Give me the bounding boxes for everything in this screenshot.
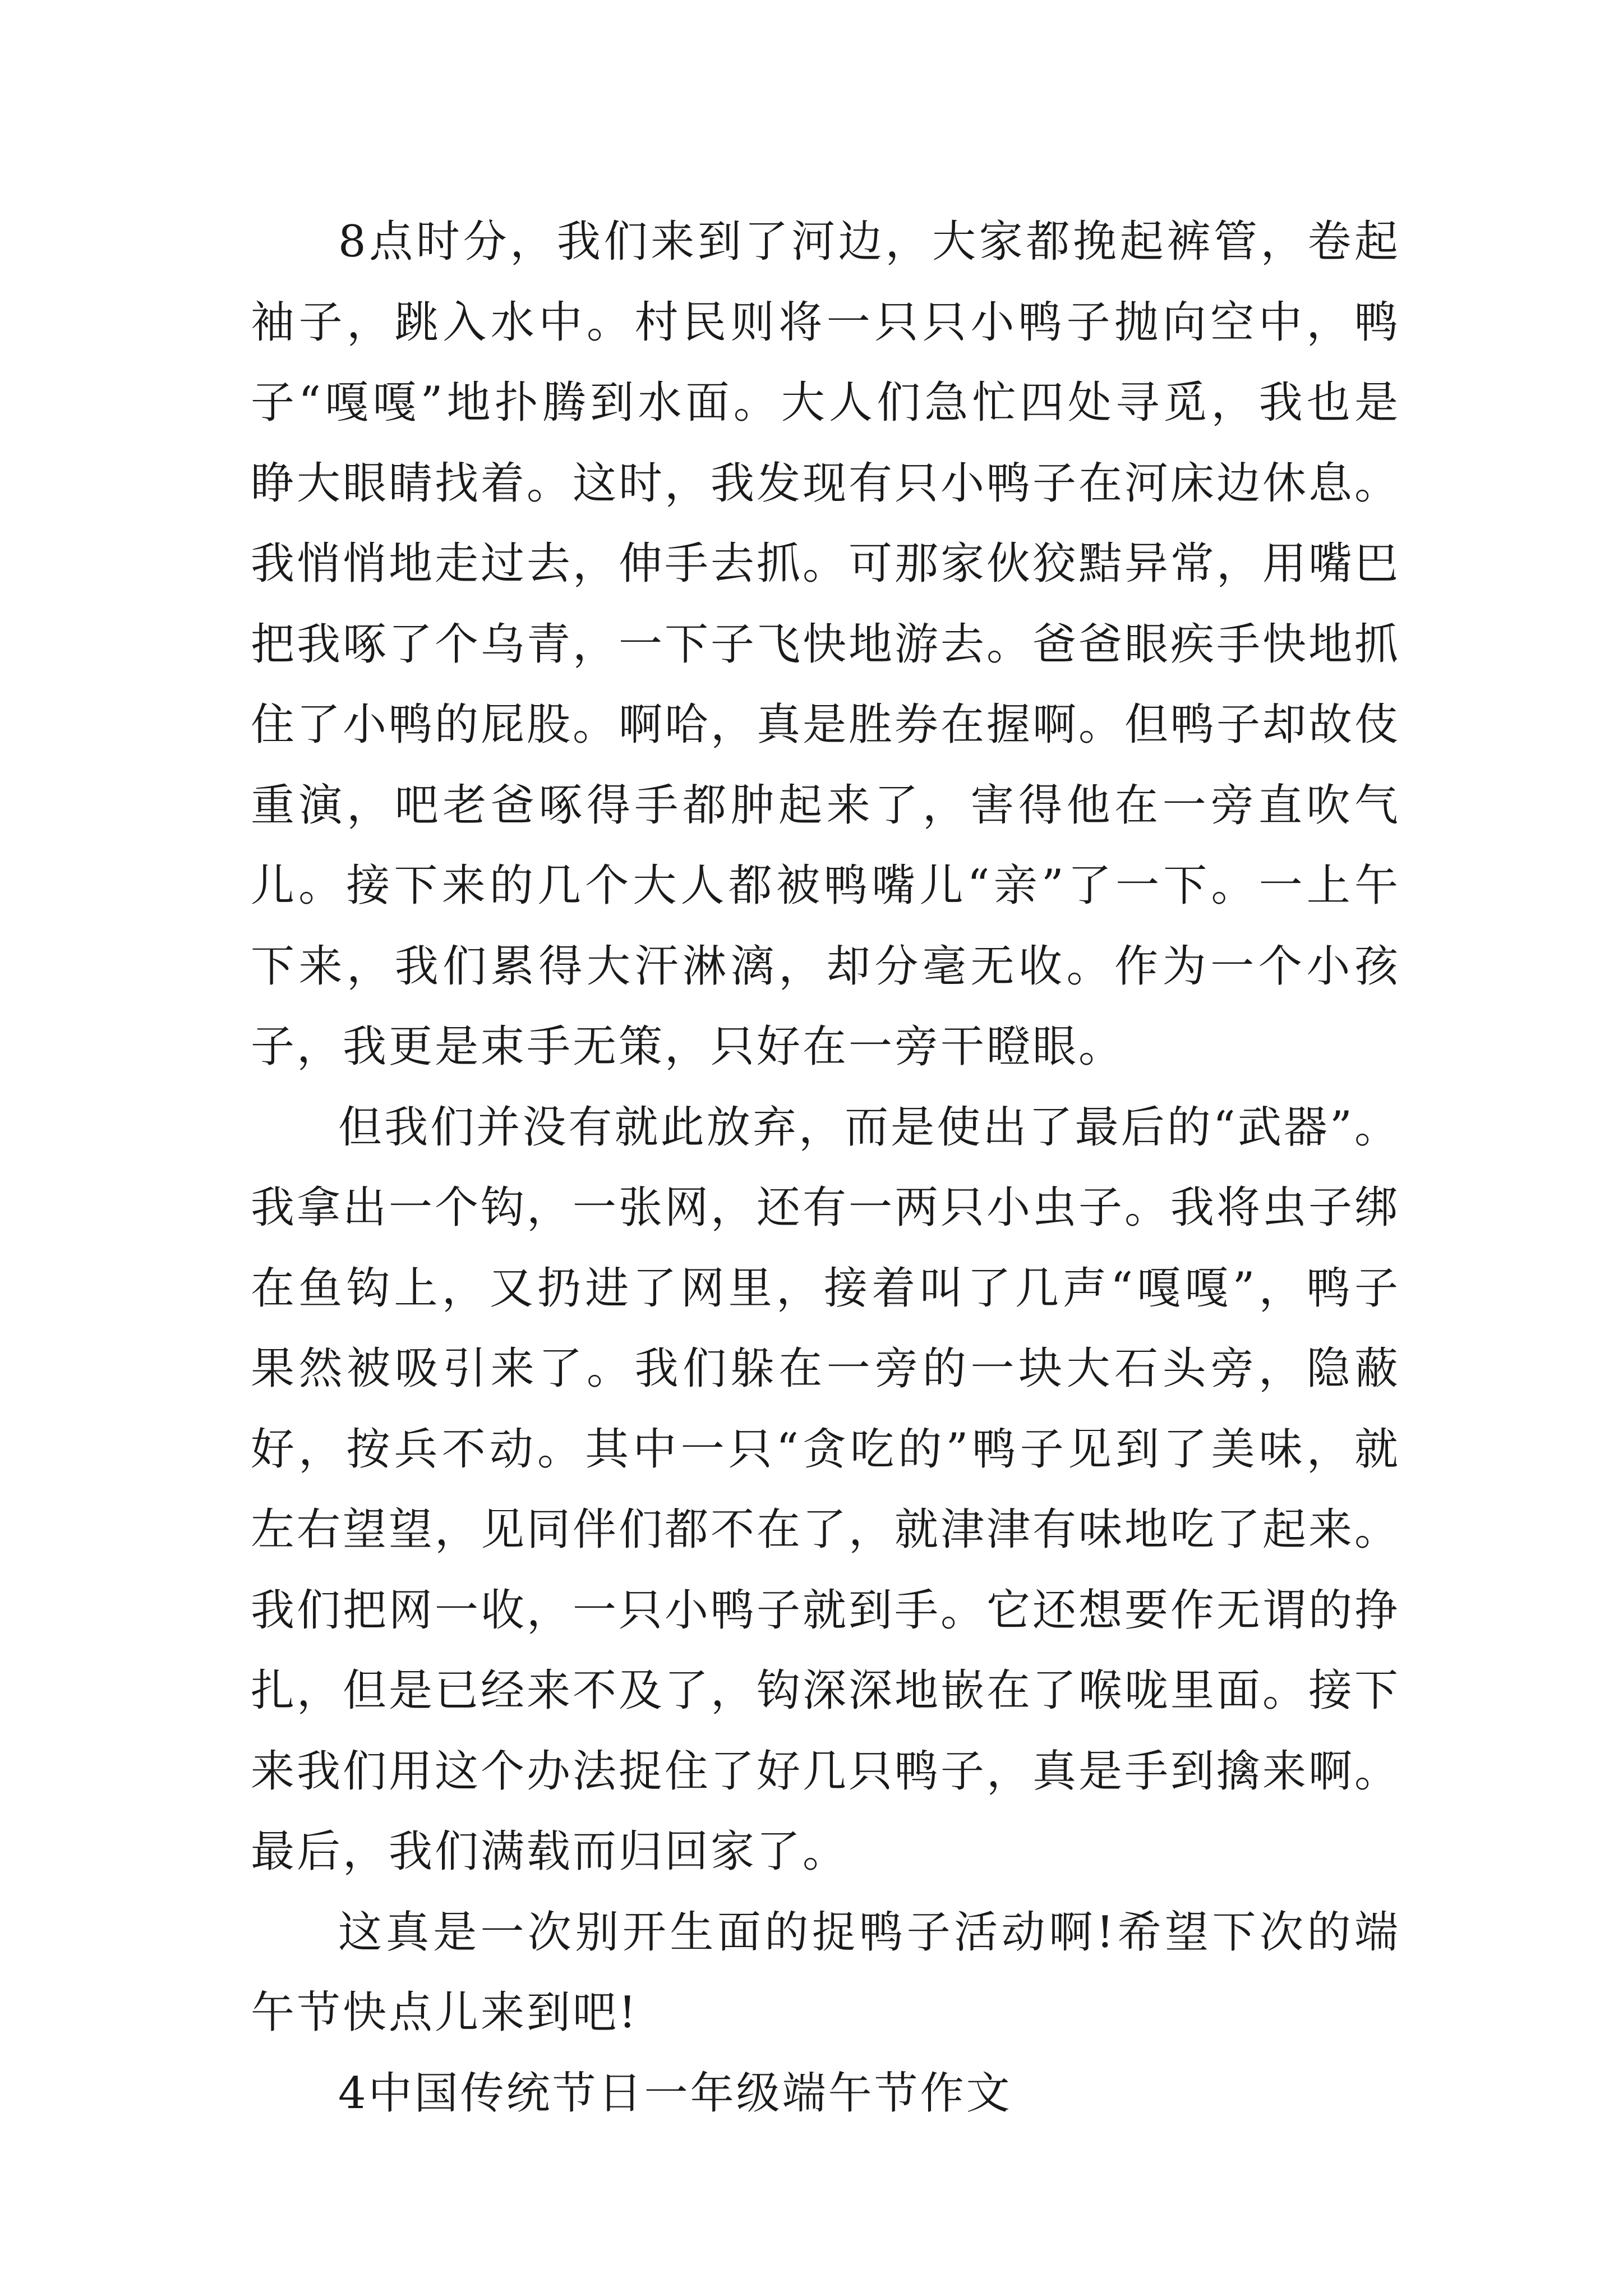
paragraph-using-net-and-hook: 但我们并没有就此放弃，而是使出了最后的“武器”。我拿出一个钩，一张网，还有一两只小虫子。我将虫子绑在鱼钩上，又扔进了网里，接着叫了几声“嘎嘎”，鸭子果然被吸引来了。我们躲在一旁的一块大石头旁，隐蔽好，按兵不动。其中一只“贪吃的”鸭子见到了美味，就左右望望，见同伴们都不在了，就津津有味地吃了起来。我们把网一收，一只小鸭子就到手。它还想要作无谓的挣扎，但是已经来不及了，钩深深地嵌在了喉咙里面。接下来我们用这个办法捉住了好几只鸭子，真是手到擒来啊。最后，我们满载而归回家了。 xyxy=(251,1102,1401,1877)
section-heading: 4中国传统节日一年级端午节作文 xyxy=(338,2068,1012,2119)
paragraph-catching-ducks: 8点时分，我们来到了河边，大家都挽起裤管，卷起袖子，跳入水中。村民则将一只只小鸭子抛向空中，鸭子“嘎嘎”地扑腾到水面。大人们急忙四处寻觅，我也是睁大眼睛找着。这时，我发现有只小鸭子在河床边休息。我悄悄地走过去，伸手去抓。可那家伙狡黠异常，用嘴巴把我啄了个乌青，一下子飞快地游去。爸爸眼疾手快地抓住了小鸭的屁股。啊哈，真是胜券在握啊。但鸭子却故伎重演，吧老爸啄得手都肿起来了，害得他在一旁直吹气儿。接下来的几个大人都被鸭嘴儿“亲”了一下。一上午下来，我们累得大汗淋漓，却分毫无收。作为一个小孩子，我更是束手无策，只好在一旁干瞪眼。 xyxy=(251,217,1401,1072)
document-body xyxy=(251,202,1400,2134)
paragraph-conclusion: 这真是一次别开生面的捉鸭子活动啊!希望下次的端午节快点儿来到吧! xyxy=(251,1907,1400,2038)
